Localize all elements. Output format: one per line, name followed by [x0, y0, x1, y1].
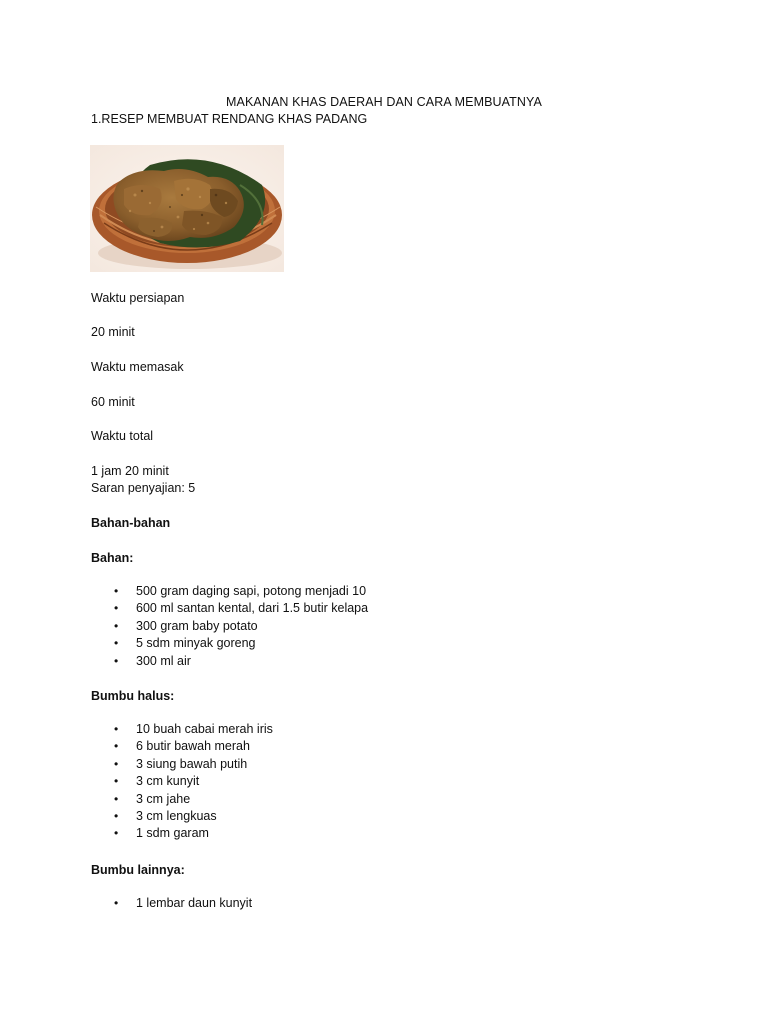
bullet-icon: • [114, 618, 119, 633]
bumbu-halus-list [91, 721, 273, 843]
prep-time-value: 20 minit [91, 325, 135, 339]
bullet-icon: • [114, 653, 119, 668]
bullet-icon: • [114, 584, 119, 598]
list-item: • 6 butir bawah merah [91, 738, 273, 755]
list-item: • 300 ml air [91, 653, 368, 670]
bullet-icon: • [114, 774, 119, 789]
list-item: • 500 gram daging sapi, potong menjadi 10 [91, 583, 368, 600]
bullet-icon: • [114, 896, 119, 910]
bullet-icon: • [114, 601, 119, 616]
bahan-list [91, 583, 368, 670]
bullet-icon: • [114, 791, 119, 806]
list-item: • 300 gram baby potato [91, 618, 368, 635]
serving-suggestion: Saran penyajian: 5 [91, 481, 196, 495]
bumbu-halus-heading: Bumbu halus: [91, 689, 175, 703]
bullet-icon: • [114, 826, 119, 841]
document-title: MAKANAN KHAS DAERAH DAN CARA MEMBUATNYA [226, 95, 542, 109]
cook-time-label: Waktu memasak [91, 360, 184, 374]
total-time-value: 1 jam 20 minit [91, 464, 169, 478]
bullet-icon: • [114, 739, 119, 754]
bumbu-lainnya-list [91, 895, 252, 912]
list-item: • 5 sdm minyak goreng [91, 635, 368, 652]
bumbu-lainnya-heading: Bumbu lainnya: [91, 863, 185, 877]
cook-time-value: 60 minit [91, 395, 135, 409]
list-item: • 1 lembar daun kunyit [91, 895, 252, 912]
list-item: • 3 siung bawah putih [91, 756, 273, 773]
bahan-heading: Bahan: [91, 551, 134, 565]
list-item: • 10 buah cabai merah iris [91, 721, 273, 738]
bullet-icon: • [114, 636, 119, 651]
recipe-heading: 1.RESEP MEMBUAT RENDANG KHAS PADANG [91, 112, 368, 126]
bullet-icon: • [114, 722, 119, 736]
rendang-photo-illustration [90, 145, 284, 272]
list-item: • 1 sdm garam [91, 825, 273, 842]
list-item: • 3 cm jahe [91, 791, 273, 808]
bullet-icon: • [114, 808, 119, 823]
list-item: • 3 cm lengkuas [91, 808, 273, 825]
ingredients-heading: Bahan-bahan [91, 516, 171, 530]
list-item: • 600 ml santan kental, dari 1.5 butir kelapa [91, 600, 368, 617]
list-item: • 3 cm kunyit [91, 773, 273, 790]
total-time-label: Waktu total [91, 429, 154, 443]
bullet-icon: • [114, 756, 119, 771]
prep-time-label: Waktu persiapan [91, 291, 185, 305]
rendang-photo [90, 145, 284, 272]
